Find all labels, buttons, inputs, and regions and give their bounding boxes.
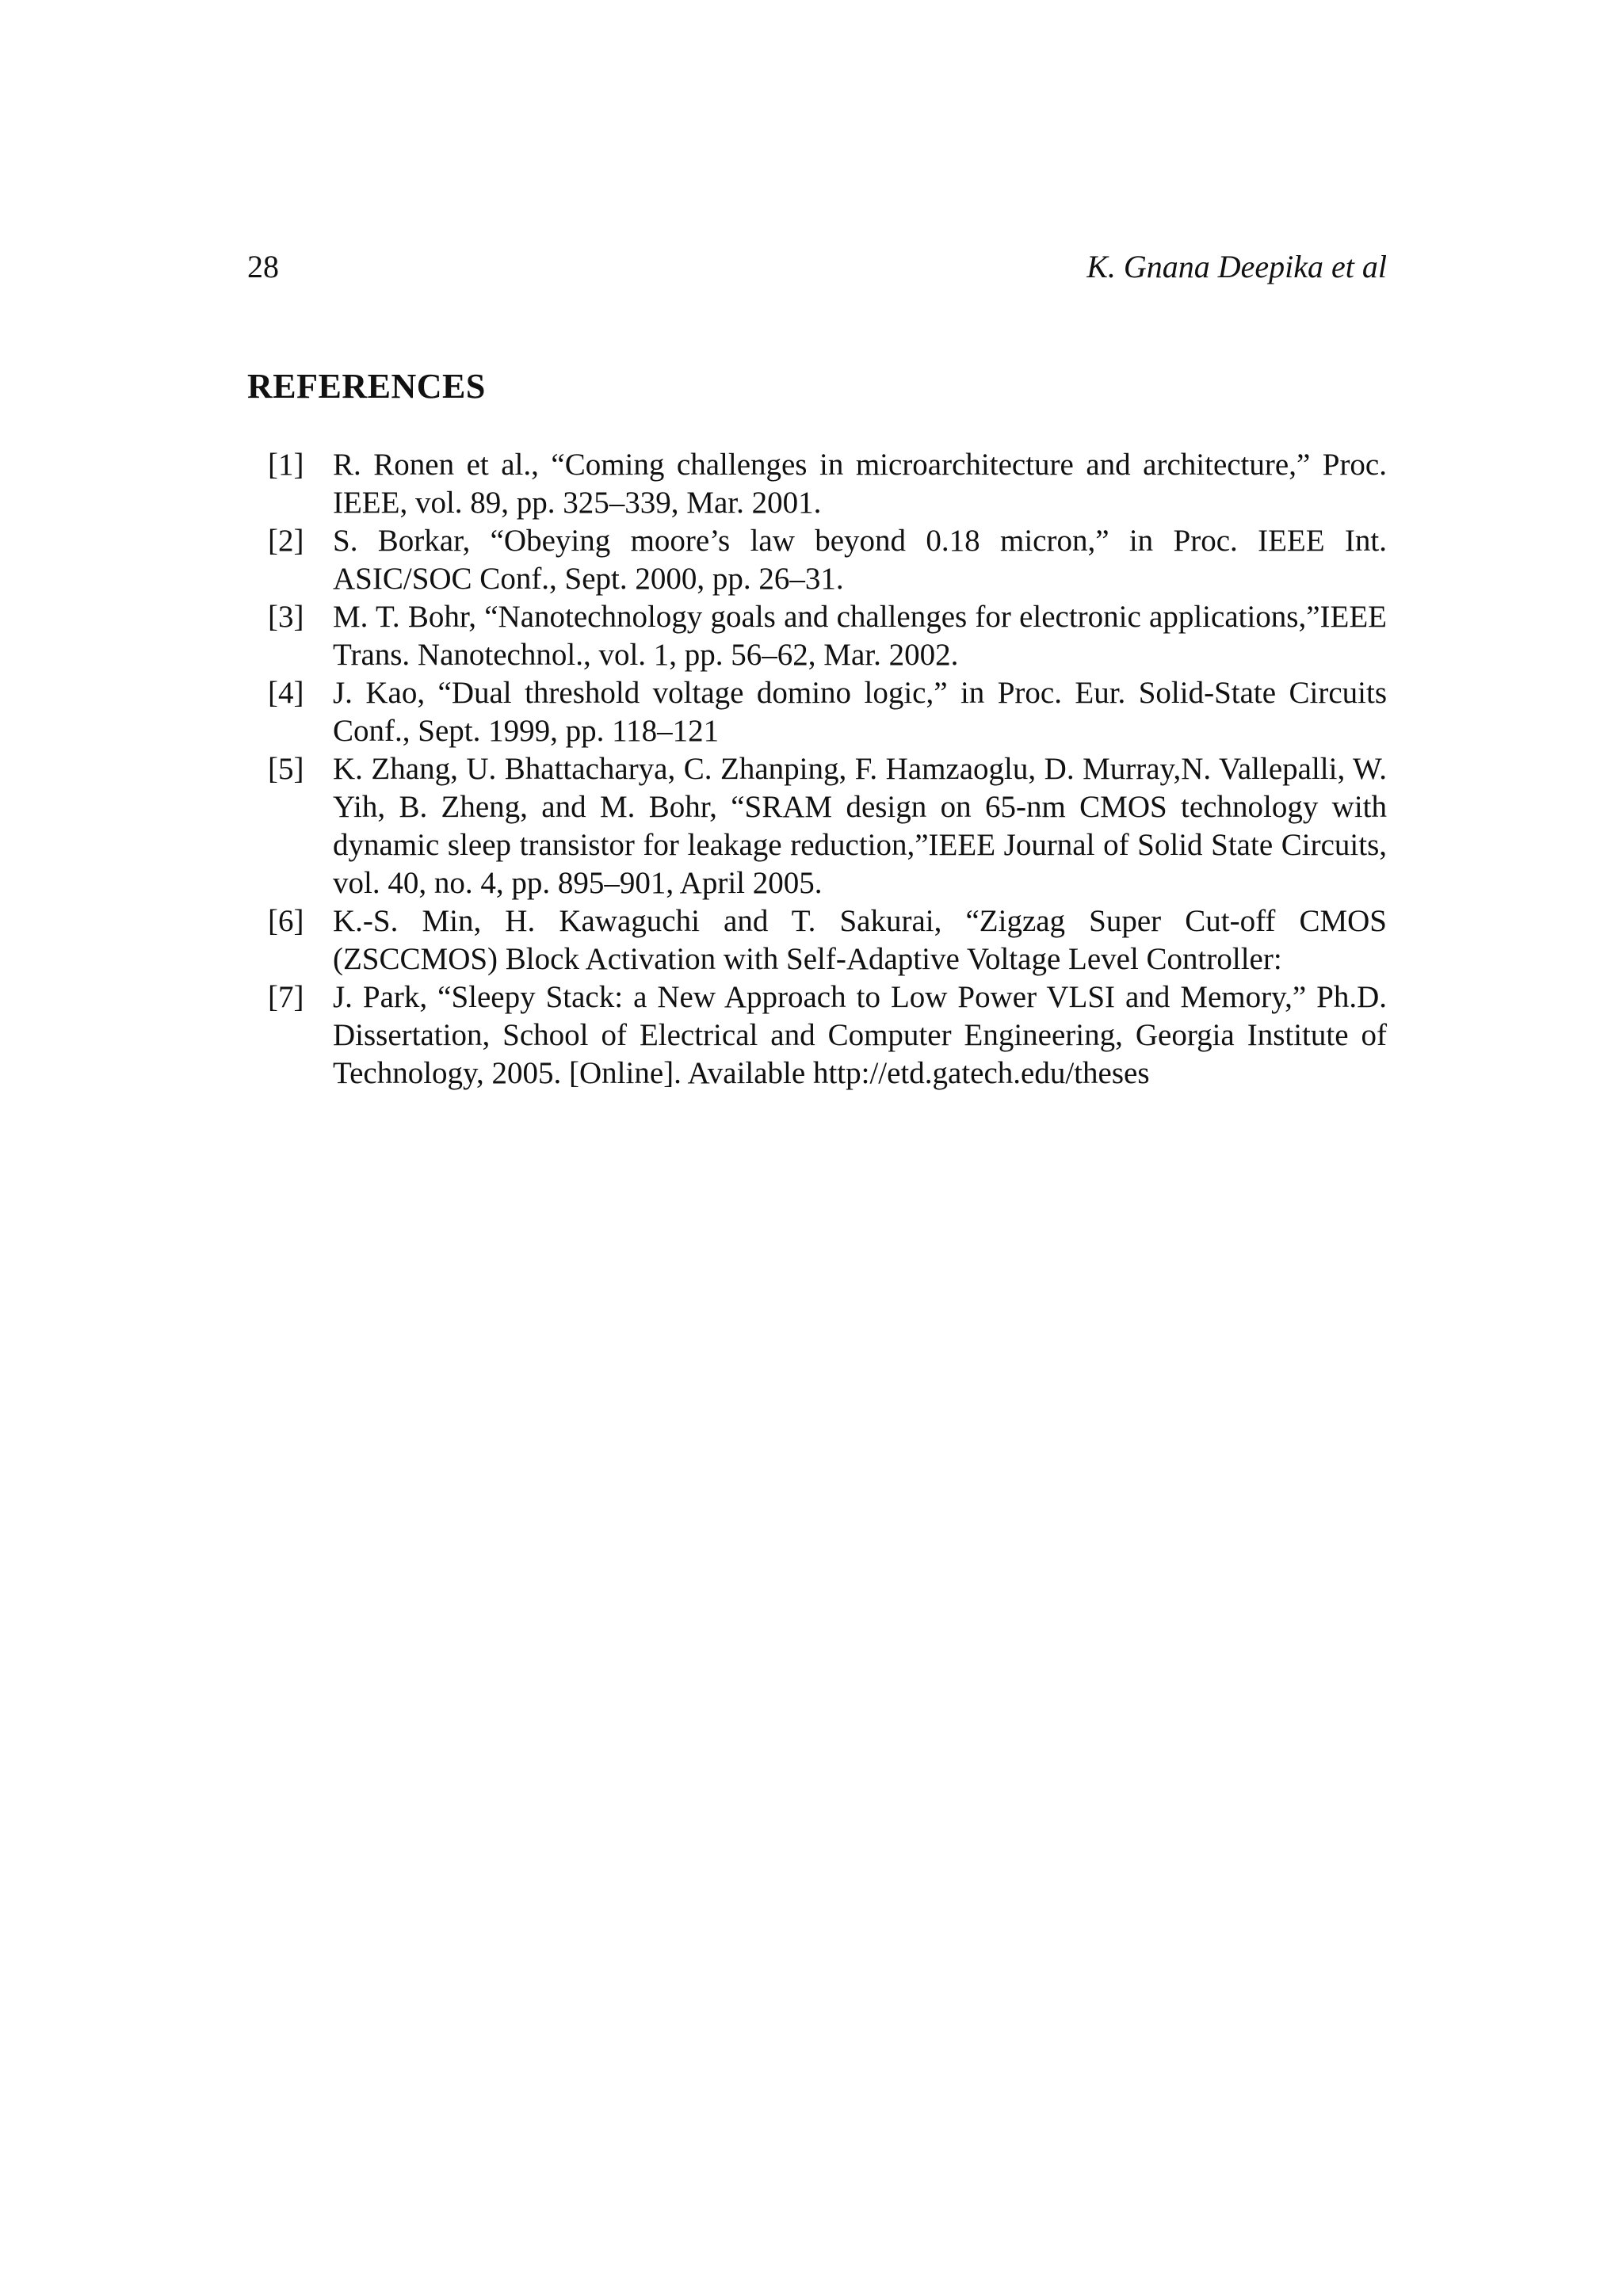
reference-number: [7]: [268, 980, 304, 1014]
reference-number: [1]: [268, 448, 304, 482]
reference-number: [3]: [268, 600, 304, 634]
reference-item: [268, 978, 1387, 1093]
reference-item: [268, 522, 1387, 598]
running-header: [247, 247, 1387, 287]
reference-item: [268, 446, 1387, 522]
reference-text: M. T. Bohr, “Nanotechnology goals and challenges for electronic applications,”IEEE Trans. Nanotechnol., vol. 1, pp. 56–62, Mar. 2002.: [333, 600, 1387, 672]
reference-number: [6]: [268, 904, 304, 938]
reference-item: [268, 750, 1387, 902]
reference-number: [5]: [268, 752, 304, 786]
references-heading: REFERENCES: [247, 367, 486, 406]
reference-text: J. Park, “Sleepy Stack: a New Approach to Low Power VLSI and Memory,” Ph.D. Dissertation, School of Electrical and Computer Engineering, Georgia Institute of Technology, 2005. [Online]. Available http://etd.gatech.edu/theses: [333, 980, 1387, 1090]
reference-text: J. Kao, “Dual threshold voltage domino logic,” in Proc. Eur. Solid-State Circuits Conf., Sept. 1999, pp. 118–121: [333, 676, 1387, 748]
document-page: [247, 0, 1387, 2296]
reference-text: K.-S. Min, H. Kawaguchi and T. Sakurai, “Zigzag Super Cut-off CMOS (ZSCCMOS) Block Activation with Self-Adaptive Voltage Level Controller:: [333, 904, 1387, 976]
reference-item: [268, 902, 1387, 978]
reference-number: [2]: [268, 524, 304, 558]
running-header-authors: K. Gnana Deepika et al: [1086, 249, 1387, 284]
reference-item: [268, 598, 1387, 674]
reference-item: [268, 674, 1387, 750]
reference-number: [4]: [268, 676, 304, 710]
page-number: 28: [247, 249, 279, 284]
reference-text: S. Borkar, “Obeying moore’s law beyond 0.18 micron,” in Proc. IEEE Int. ASIC/SOC Conf., Sept. 2000, pp. 26–31.: [333, 524, 1387, 596]
reference-list: [268, 446, 1387, 1093]
reference-text: R. Ronen et al., “Coming challenges in microarchitecture and architecture,” Proc. IEEE, vol. 89, pp. 325–339, Mar. 2001.: [333, 448, 1387, 520]
reference-text: K. Zhang, U. Bhattacharya, C. Zhanping, F. Hamzaoglu, D. Murray,N. Vallepalli, W. Yih, B. Zheng, and M. Bohr, “SRAM design on 65-nm CMOS technology with dynamic sleep transistor for leakage reduction,”IEEE Journal of Solid State Circuits, vol. 40, no. 4, pp. 895–901, April 2005.: [333, 752, 1387, 900]
